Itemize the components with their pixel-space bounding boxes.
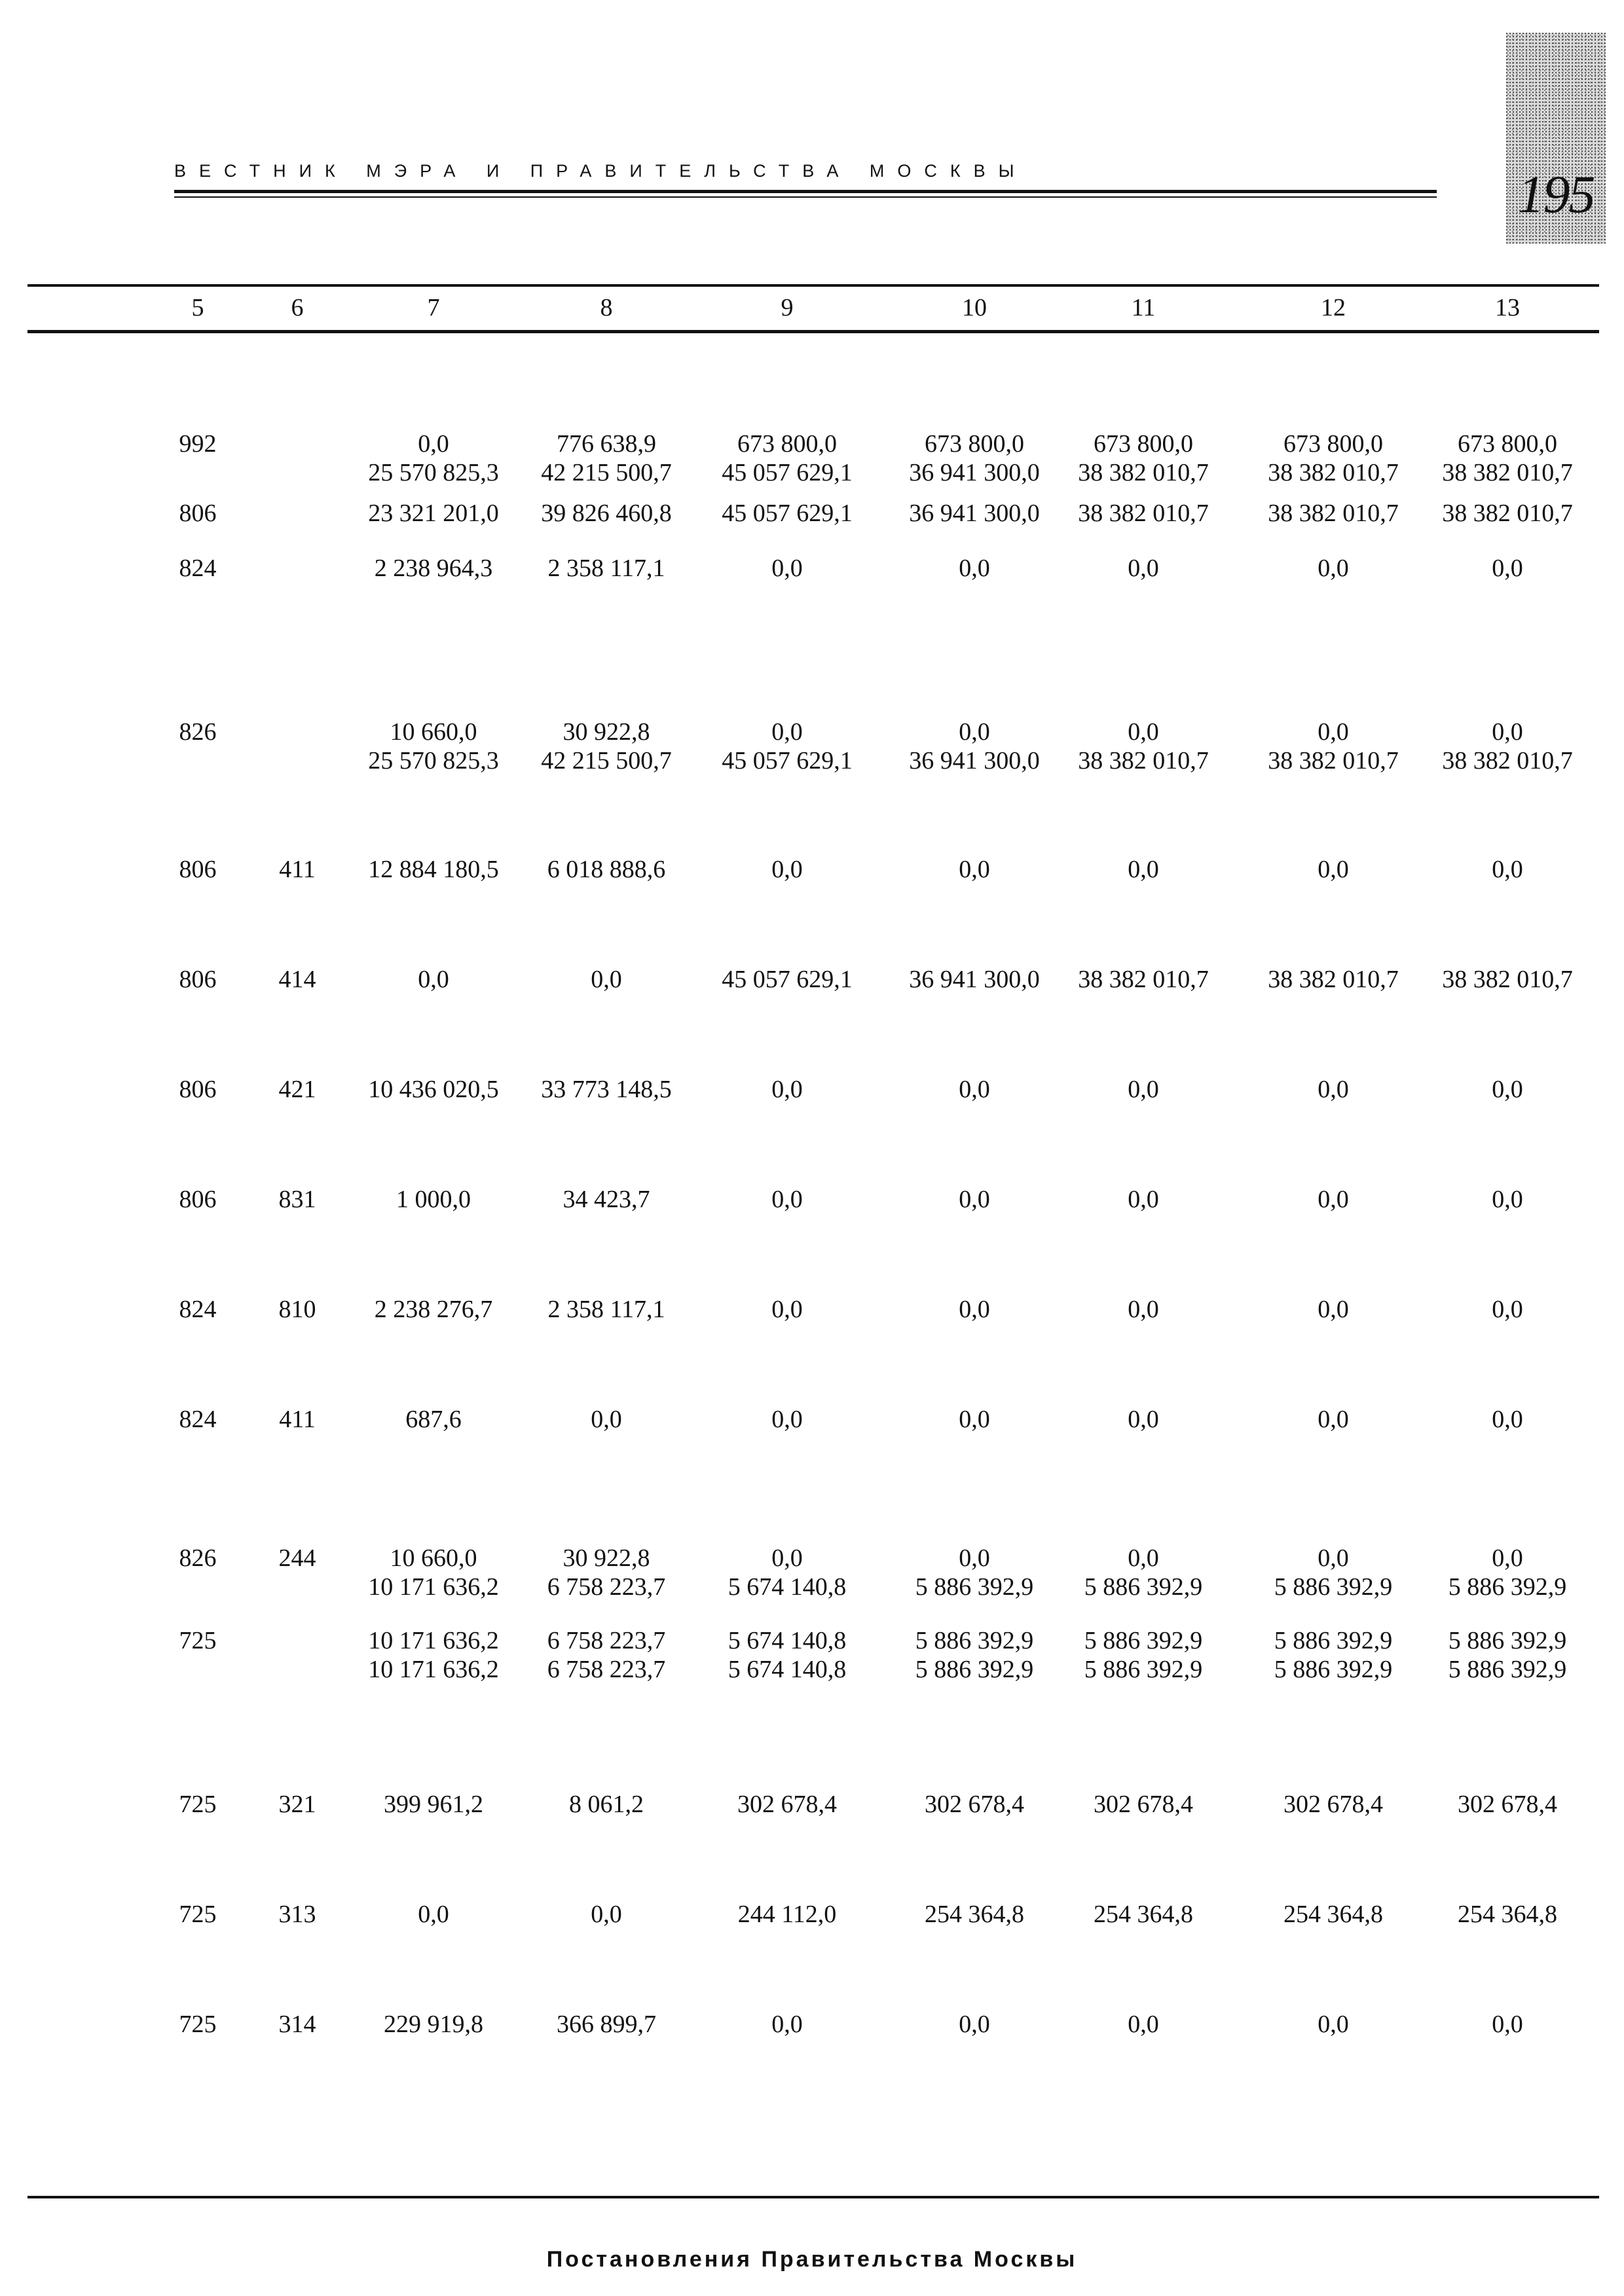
table-cell: 0,0 — [591, 1406, 622, 1433]
table-cell: 0,0 — [771, 2011, 803, 2038]
table-cell: 12 884 180,5 — [368, 856, 499, 883]
table-cell: 826 — [179, 1544, 217, 1572]
table-cell: 810 — [278, 1296, 316, 1323]
table-cell: 6 758 223,7 — [547, 1627, 666, 1654]
table-cell: 254 364,8 — [1458, 1901, 1557, 1928]
table-cell: 0,0 — [771, 1186, 803, 1213]
table-cell: 831 — [278, 1186, 316, 1213]
table-cell: 10 171 636,2 — [368, 1573, 499, 1601]
table-cell: 399 961,2 — [384, 1791, 483, 1818]
table-cell: 0,0 — [771, 555, 803, 582]
table-cell: 0,0 — [1492, 856, 1523, 883]
table-cell: 38 382 010,7 — [1442, 966, 1573, 993]
table-cell: 0,0 — [1128, 1406, 1159, 1433]
table-cell: 0,0 — [1318, 1406, 1349, 1433]
table-cell: 5 886 392,9 — [915, 1656, 1034, 1683]
table-cell: 38 382 010,7 — [1078, 966, 1209, 993]
table-cell: 673 800,0 — [1283, 430, 1383, 458]
table-cell: 5 674 140,8 — [728, 1627, 847, 1654]
table-cell: 25 570 825,3 — [368, 459, 499, 486]
table-cell: 5 886 392,9 — [915, 1573, 1034, 1601]
table-cell: 0,0 — [1318, 718, 1349, 746]
table-cell: 824 — [179, 555, 217, 582]
column-header: 5 — [191, 294, 204, 321]
table-cell: 45 057 629,1 — [722, 966, 853, 993]
table-cell: 0,0 — [771, 718, 803, 746]
table-cell: 5 886 392,9 — [1448, 1656, 1567, 1683]
table-cell: 5 886 392,9 — [1084, 1627, 1203, 1654]
column-header: 11 — [1131, 294, 1156, 321]
table-cell: 38 382 010,7 — [1268, 500, 1399, 527]
table-cell: 806 — [179, 966, 217, 993]
table-cell: 45 057 629,1 — [722, 500, 853, 527]
table-cell: 30 922,8 — [563, 1544, 650, 1572]
table-cell: 806 — [179, 856, 217, 883]
column-header: 7 — [427, 294, 440, 321]
table-cell: 6 758 223,7 — [547, 1656, 666, 1683]
table-cell: 10 660,0 — [390, 1544, 477, 1572]
table-cell: 411 — [279, 1406, 316, 1433]
table-cell: 725 — [179, 1791, 217, 1818]
table-cell: 414 — [278, 966, 316, 993]
table-cell: 806 — [179, 1076, 217, 1103]
table-cell: 673 800,0 — [925, 430, 1024, 458]
table-cell: 5 886 392,9 — [1274, 1656, 1393, 1683]
table-cell: 0,0 — [959, 856, 990, 883]
table-cell: 824 — [179, 1296, 217, 1323]
table-cell: 42 215 500,7 — [541, 459, 672, 486]
column-header: 8 — [600, 294, 613, 321]
table-cell: 302 678,4 — [1458, 1791, 1557, 1818]
table-cell: 992 — [179, 430, 217, 458]
table-cell: 45 057 629,1 — [722, 459, 853, 486]
table-cell: 38 382 010,7 — [1442, 747, 1573, 774]
table-cell: 0,0 — [1492, 555, 1523, 582]
table-cell: 302 678,4 — [1094, 1791, 1193, 1818]
table-cell: 0,0 — [771, 856, 803, 883]
table-cell: 0,0 — [1492, 718, 1523, 746]
table-cell: 0,0 — [1128, 1296, 1159, 1323]
column-header: 6 — [291, 294, 304, 321]
table-cell: 0,0 — [959, 1076, 990, 1103]
table-cell: 254 364,8 — [1094, 1901, 1193, 1928]
table-cell: 33 773 148,5 — [541, 1076, 672, 1103]
table-cell: 42 215 500,7 — [541, 747, 672, 774]
table-cell: 38 382 010,7 — [1442, 500, 1573, 527]
table-cell: 5 886 392,9 — [915, 1627, 1034, 1654]
table-cell: 0,0 — [1128, 1544, 1159, 1572]
table-cell: 673 800,0 — [1094, 430, 1193, 458]
table-cell: 6 018 888,6 — [547, 856, 666, 883]
table-cell: 321 — [278, 1791, 316, 1818]
footer-rule — [28, 2196, 1599, 2198]
table-cell: 302 678,4 — [925, 1791, 1024, 1818]
table-cell: 0,0 — [1128, 856, 1159, 883]
table-cell: 824 — [179, 1406, 217, 1433]
column-header: 12 — [1321, 294, 1346, 321]
table-cell: 6 758 223,7 — [547, 1573, 666, 1601]
table-cell: 254 364,8 — [925, 1901, 1024, 1928]
table-cell: 25 570 825,3 — [368, 747, 499, 774]
table-cell: 0,0 — [959, 555, 990, 582]
table-cell: 0,0 — [1318, 1076, 1349, 1103]
table-cell: 725 — [179, 2011, 217, 2038]
table-cell: 0,0 — [1128, 1186, 1159, 1213]
table-cell: 2 358 117,1 — [547, 1296, 665, 1323]
table-cell: 826 — [179, 718, 217, 746]
table-cell: 36 941 300,0 — [909, 747, 1040, 774]
table-cell: 0,0 — [418, 966, 449, 993]
table-cell: 725 — [179, 1627, 217, 1654]
table-cell: 0,0 — [1128, 718, 1159, 746]
table-cell: 411 — [279, 856, 316, 883]
table-cell: 0,0 — [1318, 1296, 1349, 1323]
table-cell: 8 061,2 — [569, 1791, 644, 1818]
table-cell: 314 — [278, 2011, 316, 2038]
table-cell: 2 358 117,1 — [547, 555, 665, 582]
table-cell: 5 886 392,9 — [1448, 1627, 1567, 1654]
table-cell: 254 364,8 — [1283, 1901, 1383, 1928]
table-cell: 0,0 — [1128, 555, 1159, 582]
table-cell: 5 674 140,8 — [728, 1656, 847, 1683]
table-cell: 10 436 020,5 — [368, 1076, 499, 1103]
table-cell: 5 886 392,9 — [1274, 1627, 1393, 1654]
table-header-rule — [28, 330, 1599, 333]
column-header: 9 — [781, 294, 794, 321]
table-cell: 10 660,0 — [390, 718, 477, 746]
table-cell: 5 886 392,9 — [1084, 1573, 1203, 1601]
table-cell: 0,0 — [771, 1076, 803, 1103]
table-cell: 36 941 300,0 — [909, 966, 1040, 993]
table-cell: 38 382 010,7 — [1442, 459, 1573, 486]
table-cell: 0,0 — [1492, 1076, 1523, 1103]
table-cell: 244 112,0 — [737, 1901, 837, 1928]
table-cell: 0,0 — [418, 430, 449, 458]
table-cell: 725 — [179, 1901, 217, 1928]
table-cell: 2 238 964,3 — [374, 555, 493, 582]
table-cell: 0,0 — [771, 1296, 803, 1323]
page-number-badge — [1506, 33, 1606, 244]
table-cell: 36 941 300,0 — [909, 500, 1040, 527]
table-cell: 313 — [278, 1901, 316, 1928]
page-number: 195 — [1517, 164, 1595, 224]
table-cell: 806 — [179, 500, 217, 527]
table-cell: 38 382 010,7 — [1078, 459, 1209, 486]
table-cell: 0,0 — [1128, 2011, 1159, 2038]
table-cell: 0,0 — [959, 1406, 990, 1433]
column-header: 13 — [1495, 294, 1520, 321]
table-cell: 0,0 — [1318, 2011, 1349, 2038]
table-cell: 10 171 636,2 — [368, 1627, 499, 1654]
table-cell: 673 800,0 — [737, 430, 837, 458]
table-cell: 38 382 010,7 — [1078, 500, 1209, 527]
table-cell: 5 886 392,9 — [1274, 1573, 1393, 1601]
table-cell: 39 826 460,8 — [541, 500, 672, 527]
table-cell: 302 678,4 — [1283, 1791, 1383, 1818]
footer-section-title: Постановления Правительства Москвы — [546, 2247, 1078, 2272]
table-cell: 0,0 — [959, 718, 990, 746]
table-cell: 366 899,7 — [557, 2011, 656, 2038]
table-cell: 5 886 392,9 — [1448, 1573, 1567, 1601]
table-cell: 5 886 392,9 — [1084, 1656, 1203, 1683]
table-cell: 2 238 276,7 — [374, 1296, 493, 1323]
header-rule-thin — [174, 196, 1437, 198]
table-cell: 0,0 — [959, 2011, 990, 2038]
table-cell: 1 000,0 — [396, 1186, 471, 1213]
table-top-rule — [28, 284, 1599, 287]
table-cell: 38 382 010,7 — [1268, 747, 1399, 774]
table-cell: 0,0 — [591, 966, 622, 993]
table-cell: 10 171 636,2 — [368, 1656, 499, 1683]
table-cell: 45 057 629,1 — [722, 747, 853, 774]
table-cell: 0,0 — [418, 1901, 449, 1928]
column-header: 10 — [962, 294, 987, 321]
table-cell: 0,0 — [1492, 1544, 1523, 1572]
table-cell: 0,0 — [959, 1296, 990, 1323]
table-cell: 229 919,8 — [384, 2011, 483, 2038]
table-cell: 302 678,4 — [737, 1791, 837, 1818]
table-cell: 0,0 — [1318, 555, 1349, 582]
table-cell: 421 — [278, 1076, 316, 1103]
table-cell: 34 423,7 — [563, 1186, 650, 1213]
table-cell: 0,0 — [959, 1544, 990, 1572]
table-cell: 30 922,8 — [563, 718, 650, 746]
table-cell: 0,0 — [591, 1901, 622, 1928]
table-cell: 0,0 — [1492, 1296, 1523, 1323]
header-rule-thick — [174, 190, 1437, 193]
table-cell: 0,0 — [1318, 856, 1349, 883]
running-title: ВЕСТНИК МЭРА И ПРАВИТЕЛЬСТВА МОСКВЫ — [174, 161, 1027, 181]
table-cell: 36 941 300,0 — [909, 459, 1040, 486]
table-cell: 0,0 — [771, 1544, 803, 1572]
table-cell: 0,0 — [1492, 1406, 1523, 1433]
table-cell: 38 382 010,7 — [1268, 966, 1399, 993]
table-cell: 687,6 — [405, 1406, 462, 1433]
table-cell: 0,0 — [771, 1406, 803, 1433]
table-cell: 244 — [278, 1544, 316, 1572]
table-cell: 0,0 — [1318, 1544, 1349, 1572]
table-cell: 0,0 — [959, 1186, 990, 1213]
table-cell: 673 800,0 — [1458, 430, 1557, 458]
table-cell: 23 321 201,0 — [368, 500, 499, 527]
table-cell: 0,0 — [1492, 2011, 1523, 2038]
table-cell: 0,0 — [1318, 1186, 1349, 1213]
table-cell: 38 382 010,7 — [1268, 459, 1399, 486]
table-cell: 0,0 — [1492, 1186, 1523, 1213]
table-cell: 5 674 140,8 — [728, 1573, 847, 1601]
table-cell: 0,0 — [1128, 1076, 1159, 1103]
table-cell: 806 — [179, 1186, 217, 1213]
table-cell: 38 382 010,7 — [1078, 747, 1209, 774]
table-cell: 776 638,9 — [557, 430, 656, 458]
